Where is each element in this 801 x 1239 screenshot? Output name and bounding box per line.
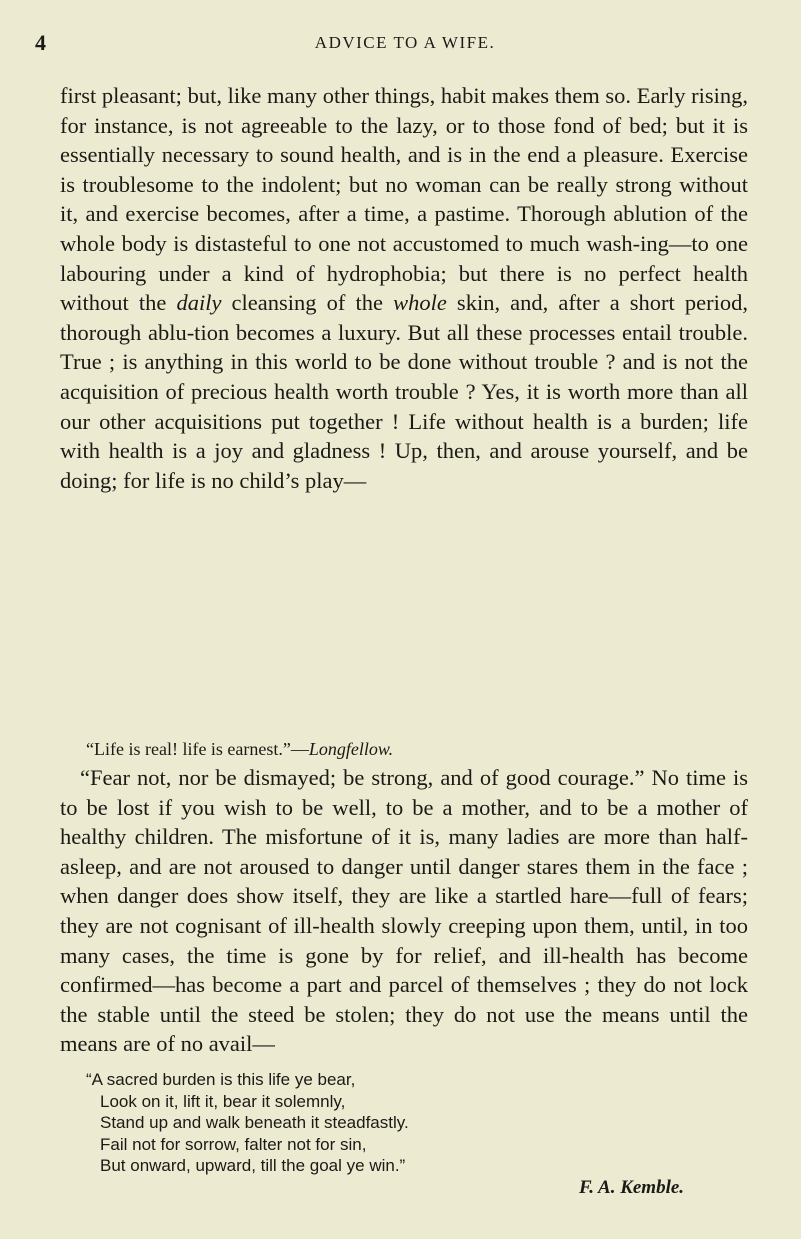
para1-emphasis-daily: daily bbox=[176, 290, 222, 316]
para1-emphasis-whole: whole bbox=[393, 290, 447, 316]
body-paragraph-1 bbox=[60, 81, 748, 495]
body-paragraph-2: “Fear not, nor be dismayed; be strong, and of good courage.” No time is to be lost if you wish to be well, to be a mother, and to be a mother of healthy children. The misfortune of it is, many ladies are more than half-asleep, and are not aroused to danger until danger stares them in the face ; when danger does show itself, they are like a startled hare—full of fears; they are not cognisant of ill-health slowly creeping upon them, until, in too many cases, the time is gone by for relief, and ill-health has become confirmed—has become a part and parcel of themselves ; they do not lock the stable until the steed be stolen; they do not use the means until the means are of no avail— bbox=[60, 765, 748, 1057]
poem-line: But onward, upward, till the goal ye win.” bbox=[100, 1156, 406, 1175]
poem-line: Fail not for sorrow, falter not for sin, bbox=[100, 1134, 367, 1154]
longfellow-quote bbox=[86, 737, 393, 761]
poem-line: Stand up and walk beneath it steadfastly. bbox=[100, 1113, 409, 1132]
poem-line: “A sacred burden is this life ye bear, bbox=[86, 1070, 356, 1089]
quote-text: “Life is real! life is earnest.”— bbox=[86, 739, 309, 759]
page-header bbox=[35, 30, 765, 60]
para1-text-a: first pleasant; but, like many other things, habit makes them so. Early rising, for instance, is not agreeable to the lazy, or to those fond of bed; but it is essentially necessary to sound health, and is in the end a pleasure. Exercise is troublesome to the indolent; but no woman can be really strong without it, and exercise becomes, after a time, a pastime. Thorough ablution of the whole body is distasteful to one not accustomed to much wash-ing—to one labouring under a kind of hydrophobia; but there is no perfect health without the bbox=[60, 83, 748, 316]
para1-text-b: cleansing of the bbox=[221, 290, 394, 316]
page-number: 4 bbox=[35, 30, 46, 55]
running-head: ADVICE TO A WIFE. bbox=[314, 33, 496, 52]
poem-line: Look on it, lift it, bear it solemnly, bbox=[100, 1091, 346, 1111]
kemble-poem bbox=[86, 1069, 409, 1177]
para1-text-c: skin, and, after a short period, thorough ablu-tion becomes a luxury. But all these processes entail trouble. True ; is anything in this world to be done without trouble ? and is not the acquisition of precious health worth trouble ? Yes, it is worth more than all our other acquisitions put together ! Life without health is a burden; life with health is a joy and gladness ! Up, then, and arouse yourself, and be doing; for life is no child’s play— bbox=[60, 290, 748, 493]
poem-attribution: F. A. Kemble. bbox=[579, 1177, 685, 1198]
quote-author: Longfellow. bbox=[308, 739, 394, 759]
